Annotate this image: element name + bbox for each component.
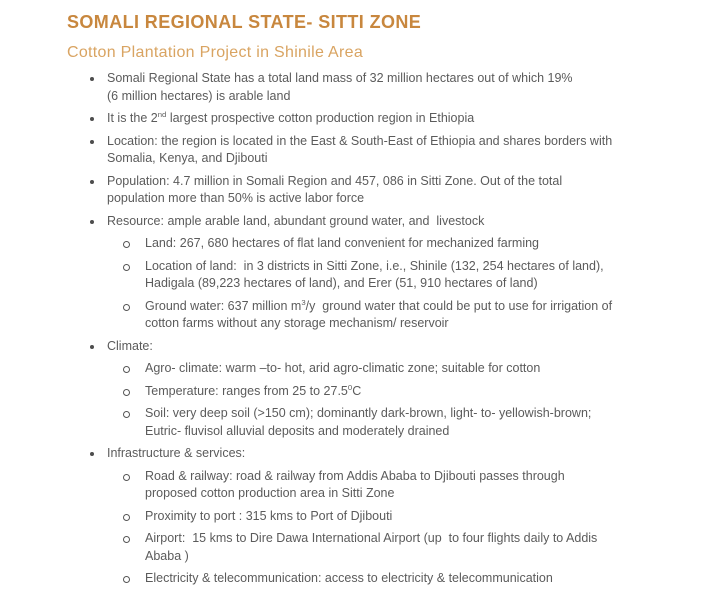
circle-bullet-icon [123, 304, 130, 311]
disc-bullet-icon [90, 180, 94, 184]
sub-bullet-item [0, 570, 714, 588]
sub-bullet-item [0, 298, 714, 333]
circle-bullet-icon [123, 389, 130, 396]
disc-bullet-icon [90, 220, 94, 224]
circle-bullet-icon [123, 514, 130, 521]
bullet-text: Climate: [107, 338, 153, 353]
bullet-text: Agro- climate: warm –to- hot, arid agro-climatic zone; suitable for cotton [145, 361, 541, 375]
circle-bullet-icon [123, 474, 130, 481]
bullet-text: Population: 4.7 million in Somali Region and 457, 086 in Sitti Zone. Out of the total population more than 50% is active labor force [107, 173, 563, 205]
page-title: SOMALI REGIONAL STATE- SITTI ZONE [67, 12, 422, 32]
circle-bullet-icon [123, 241, 130, 248]
bullet-text: Somali Regional State has a total land mass of 32 million hectares out of which 19% (6 million hectares) is arable land [107, 71, 573, 103]
sub-bullet-item [0, 405, 714, 440]
bullet-item [0, 173, 714, 208]
bullet-text: Location: the region is located in the East & South-East of Ethiopia and shares borders with Somalia, Kenya, and Djibouti [107, 133, 613, 165]
bullet-text: Infrastructure & services: [107, 446, 246, 460]
bullet-text: Ground water: 637 million $m^3/y$ ground water that could be put to use for irrigation of cotton farms without any storage mechanism/ reservoir [145, 297, 613, 330]
bullet-item [0, 70, 714, 105]
bullet-text: Proximity to port : 315 kms to Port of Djibouti [145, 508, 393, 523]
page-subtitle: Cotton Plantation Project in Shinile Area [67, 44, 364, 61]
circle-bullet-icon [123, 536, 130, 543]
bullet-item [0, 445, 714, 463]
sub-bullet-item [0, 258, 714, 293]
circle-bullet-icon [123, 576, 130, 583]
bullet-text: Resource: ample arable land, abundant ground water, and livestock [107, 213, 485, 228]
sub-bullet-item [0, 508, 714, 526]
bullet-text: Land: 267, 680 hectares of flat land convenient for mechanized farming [145, 236, 540, 250]
bullet-text: Temperature: ranges from 25 to 27.5$^0$C [145, 382, 362, 398]
bullet-text: Location of land: in 3 districts in Sitti Zone, i.e., Shinile (132, 254 hectares of land), Hadigala (89,223 hectares of land), and Erer (51, 910 hectares of land) [145, 258, 604, 290]
sub-bullet-item [0, 360, 714, 378]
bullet-item [0, 213, 714, 231]
bullet-item [0, 110, 714, 128]
circle-bullet-icon [123, 366, 130, 373]
bullet-list [0, 70, 714, 589]
bullet-text: Soil: very deep soil (>150 cm); dominantly dark-brown, light- to- yellowish-brown; Eutric- fluvisol alluvial deposits and moderately drained [145, 406, 592, 438]
bullet-text: Electricity & telecommunication: access to electricity & telecommunication [145, 571, 553, 585]
bullet-item [0, 133, 714, 168]
circle-bullet-icon [123, 411, 130, 418]
disc-bullet-icon [90, 345, 94, 349]
disc-bullet-icon [90, 140, 94, 144]
disc-bullet-icon [90, 452, 94, 456]
bullet-text: Airport: 15 kms to Dire Dawa International Airport (up to four flights daily to Addis Ababa ) [145, 531, 598, 563]
sub-bullet-item [0, 383, 714, 401]
disc-bullet-icon [90, 77, 94, 81]
bullet-item [0, 338, 714, 356]
bullet-text: It is the 2nd largest prospective cotton production region in Ethiopia [107, 109, 475, 125]
disc-bullet-icon [90, 117, 94, 121]
sub-bullet-item [0, 235, 714, 253]
circle-bullet-icon [123, 264, 130, 271]
sub-bullet-item [0, 468, 714, 503]
sub-bullet-item [0, 530, 714, 565]
bullet-text: Road & railway: road & railway from Addis Ababa to Djibouti passes through proposed cotton production area in Sitti Zone [145, 468, 565, 500]
